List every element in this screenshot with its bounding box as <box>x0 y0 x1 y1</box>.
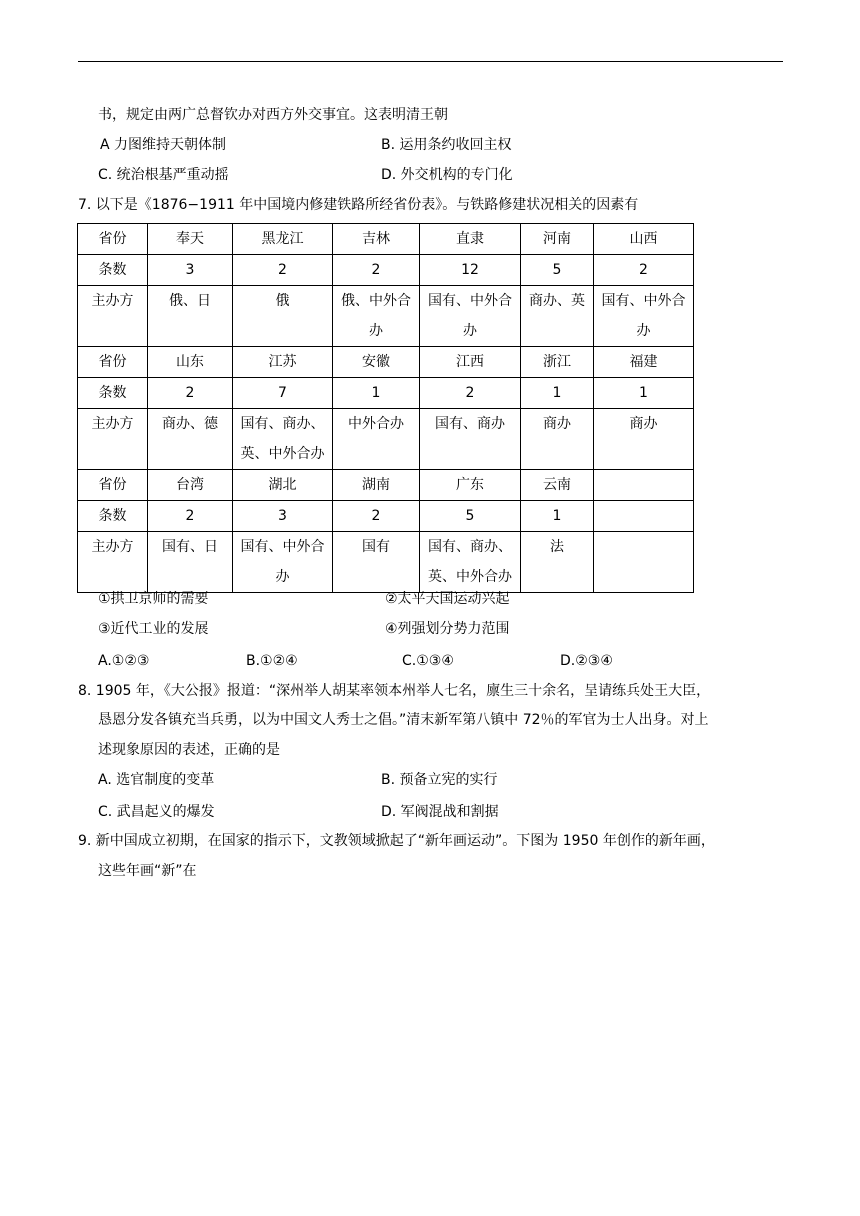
table-cell: 福建 <box>594 347 694 378</box>
table-cell: 主办方 <box>78 286 148 347</box>
table-cell: 1 <box>594 378 694 409</box>
table-cell: 条数 <box>78 255 148 286</box>
table-cell: 3 <box>233 501 333 532</box>
table-cell <box>594 532 694 593</box>
table-cell: 国有、商办 <box>420 409 521 470</box>
table-cell: 山东 <box>148 347 233 378</box>
table-cell: 广东 <box>420 470 521 501</box>
q7-option-d: D.②③④ <box>560 653 613 669</box>
table-cell <box>594 470 694 501</box>
table-cell: 条数 <box>78 378 148 409</box>
q8-stem-line-3: 述现象原因的表述，正确的是 <box>98 742 280 758</box>
table-cell: 国有 <box>333 532 420 593</box>
table-cell: 2 <box>333 501 420 532</box>
q7-item-4: ④列强划分势力范围 <box>385 621 510 637</box>
q8-option-c: C. 武昌起义的爆发 <box>98 804 215 820</box>
table-cell: 2 <box>233 255 333 286</box>
table-cell: 中外合办 <box>333 409 420 470</box>
table-cell: 商办 <box>521 409 594 470</box>
table-cell: 7 <box>233 378 333 409</box>
q9-stem-line-1: 9. 新中国成立初期，在国家的指示下，文教领域掀起了“新年画运动”。下图为 1950 年创作的新年画， <box>78 833 715 849</box>
q8-stem-line-1: 8. 1905 年，《大公报》报道：“深州举人胡某率领本州举人七名，廪生三十余名，呈请练兵处王大臣， <box>78 683 711 699</box>
table-cell: 1 <box>521 378 594 409</box>
railway-province-table <box>77 223 694 593</box>
table-cell: 吉林 <box>333 224 420 255</box>
table-row-province <box>78 224 694 255</box>
table-cell: 3 <box>148 255 233 286</box>
q6-option-c: C. 统治根基严重动摇 <box>98 167 229 183</box>
table-cell: 俄、中外合办 <box>333 286 420 347</box>
table-cell: 2 <box>420 378 521 409</box>
table-cell: 2 <box>148 501 233 532</box>
q6-option-a: A 力图维持天朝体制 <box>100 137 227 153</box>
q7-item-2: ②太平天国运动兴起 <box>385 591 510 607</box>
q8-option-d: D. 军阀混战和割据 <box>381 804 499 820</box>
table-row-sponsor <box>78 286 694 347</box>
table-cell: 国有、日 <box>148 532 233 593</box>
table-cell: 台湾 <box>148 470 233 501</box>
table-cell: 国有、中外合办 <box>233 532 333 593</box>
table-cell: 5 <box>420 501 521 532</box>
q6-option-d: D. 外交机构的专门化 <box>381 167 513 183</box>
table-cell: 河南 <box>521 224 594 255</box>
table-cell: 湖北 <box>233 470 333 501</box>
table-cell: 5 <box>521 255 594 286</box>
table-cell: 江苏 <box>233 347 333 378</box>
q6-option-b: B. 运用条约收回主权 <box>381 137 512 153</box>
table-cell: 奉天 <box>148 224 233 255</box>
table-cell: 2 <box>594 255 694 286</box>
q8-option-b: B. 预备立宪的实行 <box>381 772 498 788</box>
table-cell: 省份 <box>78 224 148 255</box>
table-cell: 江西 <box>420 347 521 378</box>
table-cell: 国有、中外合办 <box>594 286 694 347</box>
table-cell: 安徽 <box>333 347 420 378</box>
table-cell: 2 <box>148 378 233 409</box>
table-cell: 商办 <box>594 409 694 470</box>
table-cell: 湖南 <box>333 470 420 501</box>
header-rule <box>78 61 783 62</box>
table-cell: 条数 <box>78 501 148 532</box>
table-cell: 云南 <box>521 470 594 501</box>
table-cell: 省份 <box>78 470 148 501</box>
q9-stem-line-2: 这些年画“新”在 <box>98 863 197 879</box>
table-cell: 1 <box>521 501 594 532</box>
table-cell: 商办、德 <box>148 409 233 470</box>
table-cell: 主办方 <box>78 532 148 593</box>
table-cell: 山西 <box>594 224 694 255</box>
q8-stem-line-2: 恳恩分发各镇充当兵勇，以为中国文人秀士之倡。”清末新军第八镇中 72％的军官为士人出身。对上 <box>98 712 709 728</box>
table-cell: 法 <box>521 532 594 593</box>
table-cell: 12 <box>420 255 521 286</box>
table-row-sponsor <box>78 409 694 470</box>
q7-item-3: ③近代工业的发展 <box>98 621 209 637</box>
table-cell: 直隶 <box>420 224 521 255</box>
table-cell: 国有、中外合办 <box>420 286 521 347</box>
q7-option-b: B.①②④ <box>246 653 298 669</box>
q6-stem-tail: 书，规定由两广总督钦办对西方外交事宜。这表明清王朝 <box>98 107 448 123</box>
table-row-count <box>78 255 694 286</box>
table-cell: 国有、商办、英、中外合办 <box>420 532 521 593</box>
q8-option-a: A. 选官制度的变革 <box>98 772 215 788</box>
table-cell: 商办、英 <box>521 286 594 347</box>
q7-item-1: ①拱卫京师的需要 <box>98 591 209 607</box>
table-row-count <box>78 501 694 532</box>
table-cell: 主办方 <box>78 409 148 470</box>
q7-option-c: C.①③④ <box>402 653 454 669</box>
table-cell <box>594 501 694 532</box>
table-cell: 俄、日 <box>148 286 233 347</box>
table-cell: 1 <box>333 378 420 409</box>
table-row-count <box>78 378 694 409</box>
q7-option-a: A.①②③ <box>98 653 150 669</box>
table-cell: 国有、商办、英、中外合办 <box>233 409 333 470</box>
q7-stem: 7. 以下是《1876−1911 年中国境内修建铁路所经省份表》。与铁路修建状况相关的因素有 <box>78 197 639 213</box>
table-row-province <box>78 470 694 501</box>
table-cell: 省份 <box>78 347 148 378</box>
table-row-sponsor <box>78 532 694 593</box>
table-row-province <box>78 347 694 378</box>
table-cell: 2 <box>333 255 420 286</box>
table-cell: 俄 <box>233 286 333 347</box>
table-cell: 浙江 <box>521 347 594 378</box>
table-cell: 黑龙江 <box>233 224 333 255</box>
